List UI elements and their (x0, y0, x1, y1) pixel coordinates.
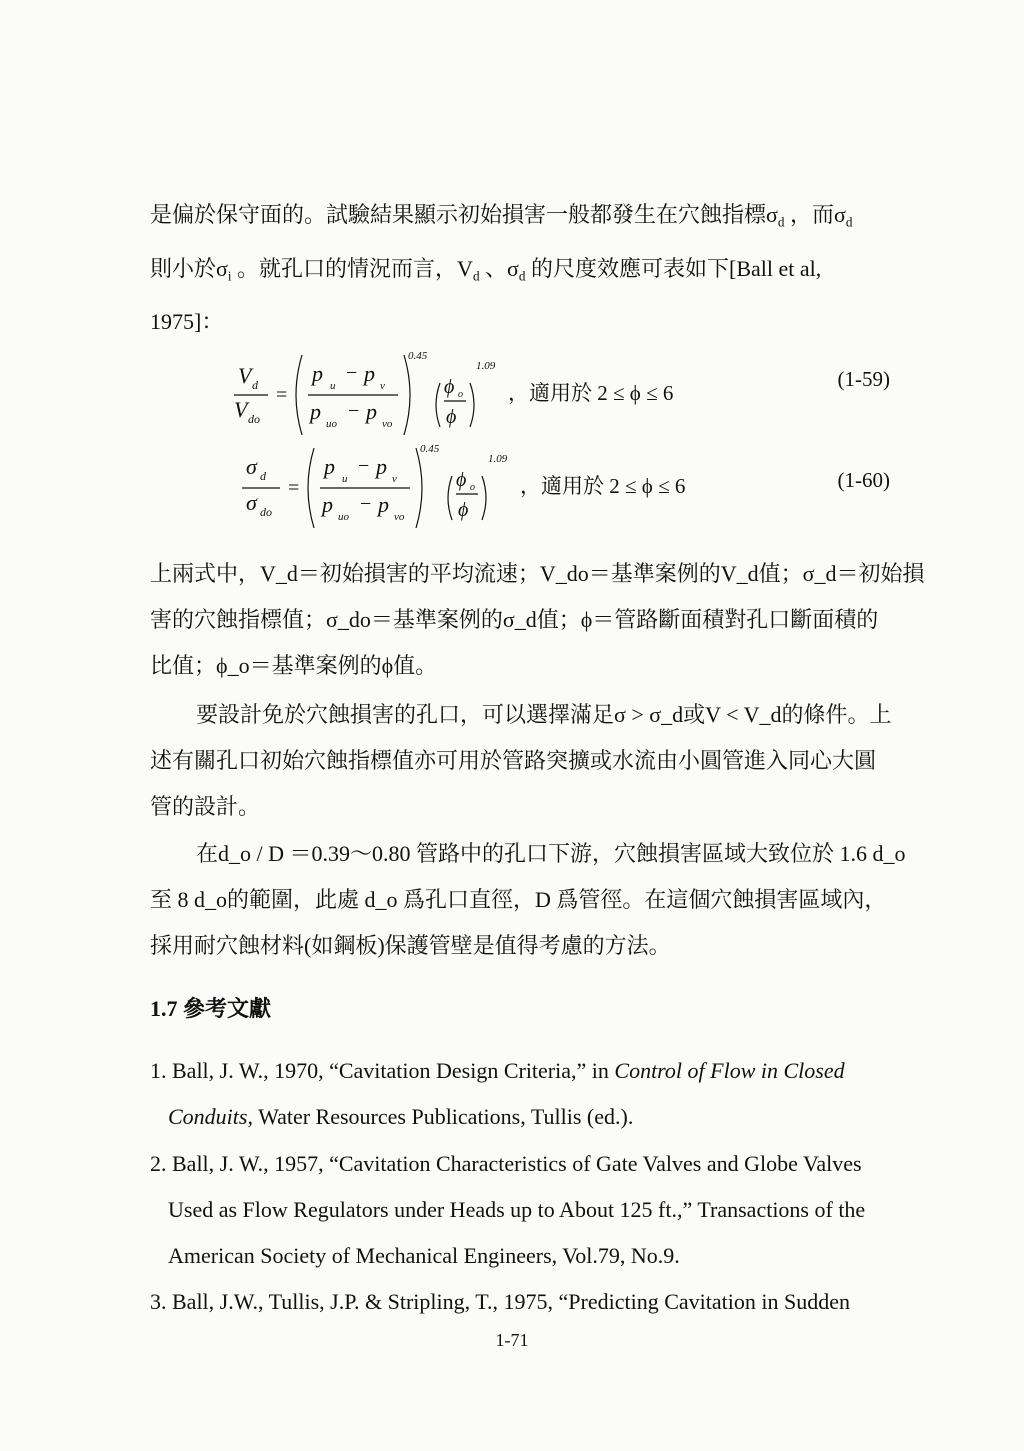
svg-text:v: v (380, 380, 385, 392)
reference-item (150, 1279, 915, 1325)
eq-lhs-num-sub: d (252, 378, 258, 392)
text-line: 上兩式中，V_d＝初始損害的平均流速；V_do＝基準案例的V_d值；σ_d＝初始損 (150, 561, 925, 586)
svg-text:ϕ: ϕ (446, 406, 457, 428)
eq-exponent: 1.09 (488, 453, 508, 465)
eq-lhs-num-sub: d (260, 469, 266, 483)
text-line: 管的設計。 (150, 794, 261, 819)
equation-formula (230, 345, 530, 435)
svg-text:p: p (324, 454, 335, 479)
svg-text:o: o (470, 482, 475, 493)
paragraph-definitions (150, 551, 925, 689)
text-line: 則小於$\sigma_i$ 。就孔口的情況而言，$V_d$ 、$\sigma_d$ 的尺度效應可表如下[Ball et al, (150, 255, 822, 284)
svg-text:p: p (310, 399, 321, 424)
svg-text:ϕ: ϕ (458, 499, 469, 521)
eq-lhs-num: V (238, 363, 252, 388)
eq-lhs-den-sub: do (248, 412, 260, 426)
svg-text:p: p (376, 454, 387, 479)
svg-text:=: = (276, 384, 288, 406)
equation-formula (230, 438, 530, 528)
equation-number: (1-60) (837, 468, 890, 492)
svg-text:ϕ: ϕ (456, 469, 467, 491)
text-line: 比值；ϕ_o＝基準案例的ϕ值。 (150, 653, 438, 678)
reference-item (150, 1048, 915, 1140)
paragraph-design (150, 692, 915, 830)
svg-text:−: − (358, 455, 370, 477)
text-line: 1975]： (150, 309, 224, 335)
text-line: 1. Ball, J. W., 1970, “Cavitation Design Criteria,” in Control of Flow in Closed (150, 1058, 845, 1083)
page-number: 1-71 (495, 1330, 529, 1350)
eq-lhs-den-sub: do (260, 505, 272, 519)
text-line: 是偏於保守面的。試驗結果顯示初始損害一般都發生在穴蝕指標$\sigma_d$ ，而$\sigma_d$ (150, 202, 853, 230)
text-line: 至 8 d_o的範圍，此處 d_o 爲孔口直徑，D 爲管徑。在這個穴蝕損害區域內， (150, 887, 887, 912)
text-line: 在d_o / D ＝0.39～0.80 管路中的孔口下游，穴蝕損害區域大致位於 1.6 d_o (196, 841, 906, 866)
svg-text:p: p (366, 399, 377, 424)
eq-lhs-den: V (234, 397, 248, 422)
svg-text:p: p (378, 492, 389, 517)
svg-text:o: o (458, 389, 463, 400)
equation-1-59 (230, 345, 920, 435)
paragraph-intro (150, 192, 915, 345)
svg-text:uo: uo (338, 511, 349, 523)
svg-text:p: p (312, 361, 323, 386)
svg-text:vo: vo (394, 511, 405, 523)
section-heading: 1.7 參考文獻 (150, 996, 272, 1021)
svg-text:−: − (346, 362, 358, 384)
eq-lhs-num: σ (246, 454, 257, 479)
text-line: 採用耐穴蝕材料(如鋼板)保護管壁是值得考慮的方法。 (150, 933, 671, 958)
svg-text:vo: vo (382, 418, 393, 430)
svg-text:v: v (392, 473, 397, 485)
eq-lhs-den: σ (246, 490, 257, 515)
svg-text:p: p (322, 492, 333, 517)
svg-text:ϕ: ϕ (444, 376, 455, 398)
text-line: Used as Flow Regulators under Heads up to About 125 ft.,” Transactions of the (168, 1197, 866, 1222)
equation-1-60 (230, 438, 920, 528)
text-line: Conduits, Water Resources Publications, Tullis (ed.). (168, 1104, 634, 1129)
svg-text:u: u (342, 473, 348, 485)
paragraph-damage-zone (150, 831, 915, 969)
eq-exponent: 0.45 (420, 443, 440, 455)
eq-exponent: 0.45 (408, 350, 428, 362)
text-line: American Society of Mechanical Engineers, Vol.79, No.9. (168, 1243, 680, 1268)
text-line: 3. Ball, J.W., Tullis, J.P. & Stripling, T., 1975, “Predicting Cavitation in Sudden (150, 1289, 850, 1314)
svg-text:−: − (348, 400, 360, 422)
text-line: 2. Ball, J. W., 1957, “Cavitation Characteristics of Gate Valves and Globe Valves (150, 1151, 862, 1176)
reference-item (150, 1141, 915, 1279)
text-line: 述有關孔口初始穴蝕指標值亦可用於管路突擴或水流由小圓管進入同心大圓 (150, 748, 877, 773)
equation-condition: ，適用於 2 ≤ ϕ ≤ 6 (508, 381, 674, 405)
svg-text:−: − (360, 493, 372, 515)
svg-text:u: u (330, 380, 336, 392)
equation-condition: ，適用於 2 ≤ ϕ ≤ 6 (520, 474, 686, 498)
svg-text:=: = (288, 477, 300, 499)
equation-number: (1-59) (837, 367, 890, 391)
svg-text:uo: uo (326, 418, 337, 430)
text-line: 害的穴蝕指標值；σ_do＝基準案例的σ_d值；ϕ＝管路斷面積對孔口斷面積的 (150, 607, 879, 632)
eq-exponent: 1.09 (476, 360, 496, 372)
svg-text:p: p (364, 361, 375, 386)
text-line: 要設計免於穴蝕損害的孔口，可以選擇滿足σ > σ_d或V < V_d的條件。上 (196, 702, 892, 727)
